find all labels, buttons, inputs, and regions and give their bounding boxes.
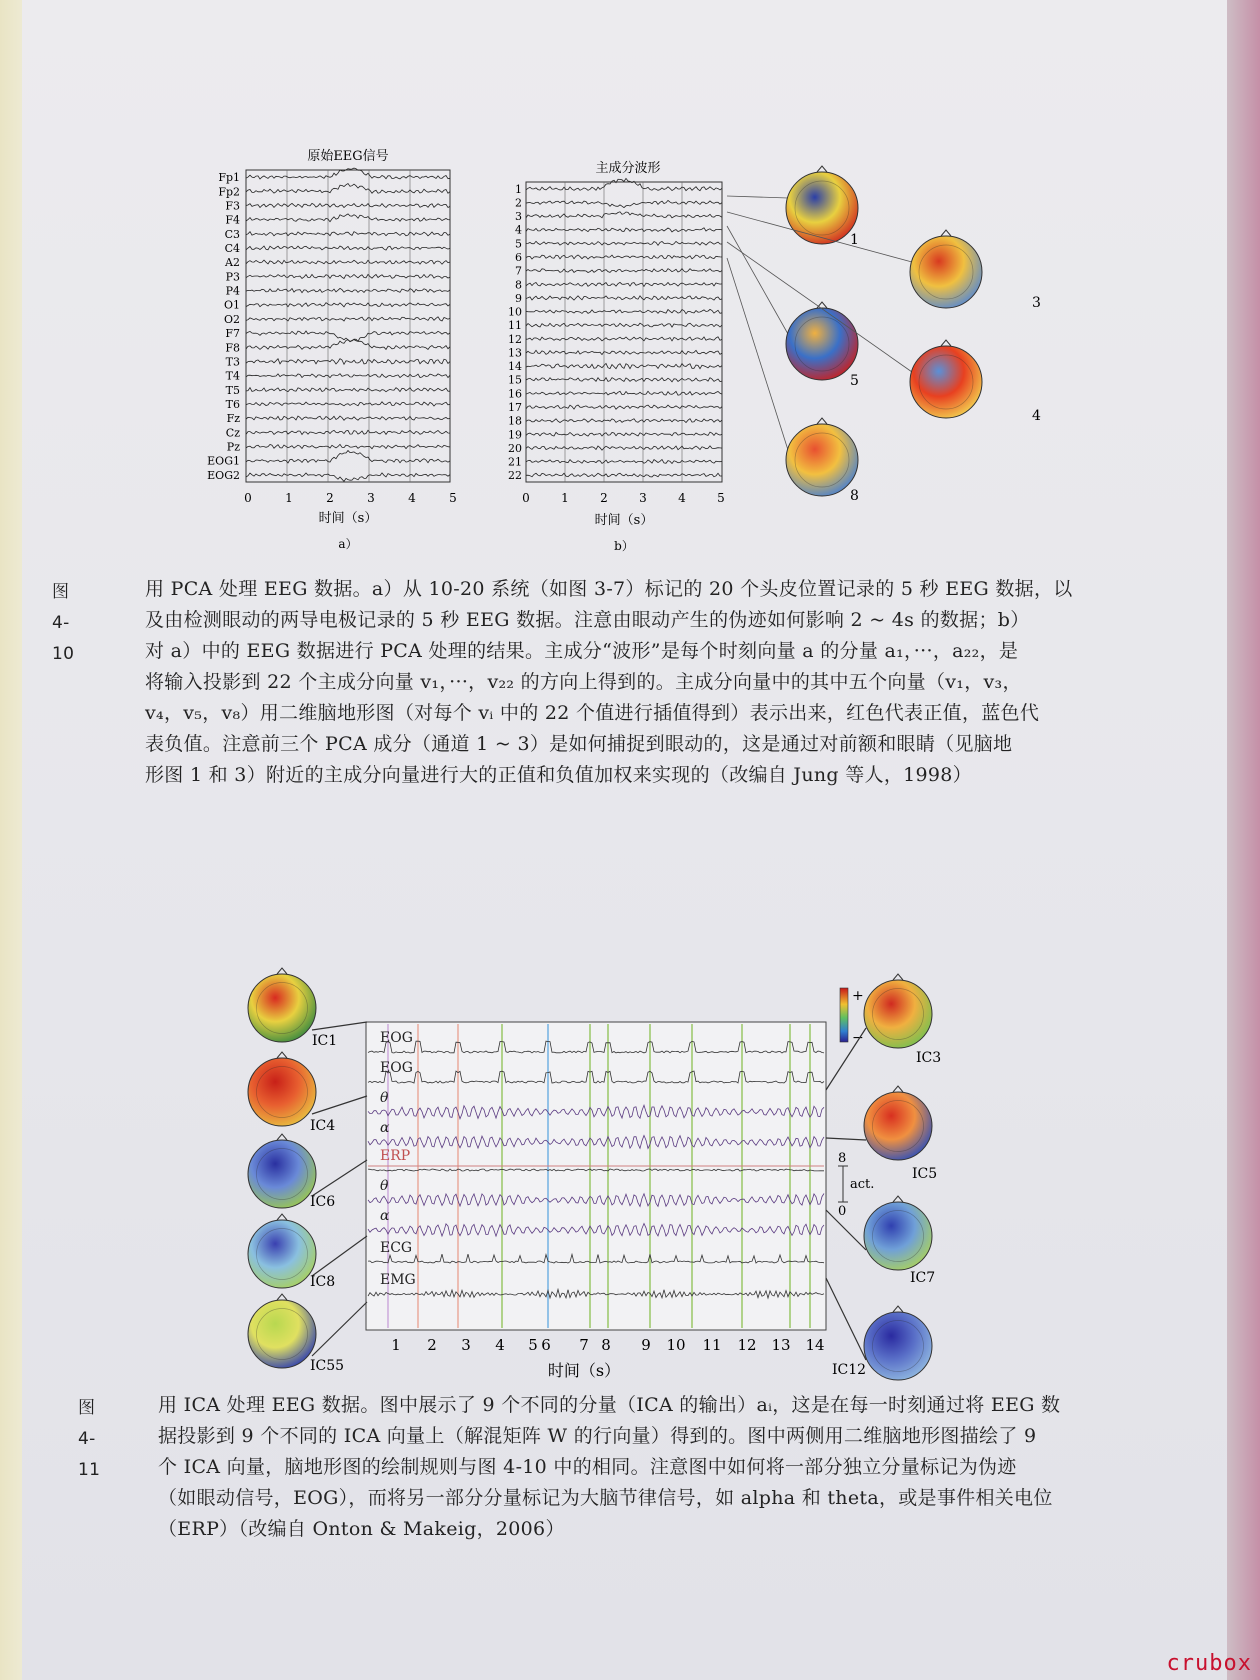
- figure-a-raw-eeg: [207, 148, 457, 551]
- trace-P4: [246, 288, 450, 292]
- channel-label: 22: [508, 469, 522, 483]
- topographic-map: [248, 1134, 335, 1210]
- figure-c-ica: [248, 968, 941, 1380]
- trace-A2: [246, 260, 450, 264]
- trace-T3: [246, 359, 450, 365]
- map-label: 8: [850, 488, 859, 504]
- channel-label: T5: [225, 383, 240, 397]
- caption-line: 形图 1 和 3）附近的主成分向量进行大的正值和负值加权来实现的（改编自 Jung 等人，1998）: [145, 764, 972, 786]
- x-tick-label: 4: [408, 491, 416, 505]
- trace-19: [526, 432, 722, 436]
- figure-a-panel-label: a）: [338, 537, 358, 551]
- x-tick-label: 8: [601, 1336, 611, 1354]
- trace-label: α: [380, 1120, 390, 1136]
- map-label: IC1: [312, 1033, 338, 1049]
- channel-label: T3: [225, 355, 240, 369]
- caption-line: v₄，v₅，v₈）用二维脑地形图（对每个 vᵢ 中的 22 个值进行插值得到）表示出来，红色代表正值，蓝色代: [145, 702, 1040, 724]
- channel-label: 6: [515, 251, 522, 264]
- figure-b-principal-components: [508, 160, 1041, 553]
- trace-F8: [246, 340, 450, 350]
- caption-text: [158, 1390, 1148, 1545]
- trace-EOG1: [246, 451, 450, 463]
- channel-label: P3: [225, 270, 240, 284]
- trace-22: [526, 473, 722, 477]
- trace-17: [526, 405, 722, 409]
- trace-15: [526, 378, 722, 382]
- trace-13: [526, 350, 722, 354]
- channel-label: 1: [515, 182, 522, 196]
- trace-label: ECG: [380, 1240, 413, 1256]
- trace-O1: [246, 303, 450, 307]
- topographic-map: [248, 1214, 335, 1290]
- x-tick-label: 11: [702, 1336, 722, 1354]
- x-tick-label: 3: [639, 491, 647, 505]
- topographic-map: [864, 974, 941, 1066]
- map-label: 5: [850, 373, 859, 389]
- x-tick-label: 10: [666, 1336, 686, 1354]
- map-label: IC12: [832, 1362, 867, 1378]
- x-tick-label: 1: [561, 491, 569, 505]
- channel-label: F3: [225, 199, 240, 213]
- map-label: IC7: [910, 1270, 936, 1286]
- trace-label: θ: [380, 1090, 389, 1106]
- map-label: 1: [850, 232, 859, 248]
- x-tick-label: 12: [737, 1336, 757, 1354]
- trace-21: [526, 460, 722, 464]
- trace-label: ERP: [380, 1148, 411, 1164]
- caption-line: 据投影到 9 个不同的 ICA 向量上（解混矩阵 W 的行向量）得到的。图中两侧用二维脑地形图描绘了 9: [158, 1425, 1037, 1447]
- x-tick-label: 14: [805, 1336, 825, 1354]
- channel-label: P4: [225, 284, 240, 298]
- map-label: IC5: [912, 1166, 938, 1182]
- figure-b-title: 主成分波形: [595, 161, 661, 176]
- trace-7: [526, 269, 722, 273]
- x-tick-label: 13: [771, 1336, 791, 1354]
- figure-c-plot-frame: [366, 1022, 826, 1330]
- caption-line: （ERP）（改编自 Onton & Makeig，2006）: [158, 1518, 565, 1540]
- trace-Cz: [246, 430, 450, 434]
- x-tick-label: 5: [717, 491, 725, 505]
- colorbar-minus: −: [852, 1030, 864, 1046]
- channel-label: 15: [508, 373, 522, 387]
- channel-label: 19: [508, 428, 522, 442]
- trace-label: EMG: [380, 1272, 416, 1288]
- caption-line: 用 PCA 处理 EEG 数据。a）从 10-20 系统（如图 3-7）标记的 20 个头皮位置记录的 5 秒 EEG 数据，以: [145, 578, 1073, 600]
- channel-label: 4: [515, 223, 522, 237]
- channel-label: 16: [508, 387, 522, 401]
- topographic-map: [248, 968, 337, 1049]
- map-label: IC8: [310, 1274, 336, 1290]
- trace-label: EOG: [380, 1060, 413, 1076]
- x-tick-label: 7: [579, 1336, 589, 1354]
- trace-F4: [246, 214, 450, 222]
- x-tick-label: 1: [391, 1336, 401, 1354]
- x-tick-label: 5: [449, 491, 457, 505]
- channel-label: 9: [515, 291, 522, 305]
- trace-10: [526, 309, 722, 313]
- trace-Fz: [246, 416, 450, 420]
- trace-EOG2: [246, 473, 450, 482]
- trace-T5: [246, 388, 450, 392]
- caption-line: （如眼动信号，EOG），而将另一部分分量标记为大脑节律信号，如 alpha 和 theta，或是事件相关电位: [158, 1487, 1053, 1509]
- map-link: [826, 1138, 866, 1140]
- map-label: 3: [1032, 295, 1041, 311]
- channel-label: 18: [508, 414, 522, 428]
- figure-a-title: 原始EEG信号: [307, 149, 389, 164]
- figure-a-xlabel: 时间（s）: [318, 511, 378, 526]
- trace-8: [526, 282, 722, 286]
- activation-scale-bar: [838, 1151, 874, 1219]
- pointer-arrow: [727, 196, 788, 198]
- map-link: [312, 1160, 367, 1196]
- channel-label: Pz: [226, 440, 240, 454]
- map-link: [312, 1302, 367, 1356]
- topographic-map: [910, 340, 1041, 424]
- channel-label: F7: [225, 327, 240, 341]
- channel-label: T6: [225, 398, 240, 411]
- map-label: IC3: [916, 1050, 942, 1066]
- x-tick-label: 2: [427, 1336, 437, 1354]
- caption-text: [145, 574, 1150, 791]
- channel-label: T4: [225, 369, 240, 383]
- pointer-arrow: [727, 226, 788, 334]
- channel-label: 11: [508, 319, 522, 333]
- trace-20: [526, 446, 722, 450]
- trace-T6: [246, 402, 450, 406]
- map-label: IC4: [310, 1118, 336, 1134]
- channel-label: 21: [508, 455, 522, 469]
- x-tick-label: 0: [244, 491, 252, 505]
- channel-label: A2: [225, 256, 240, 270]
- trace-O2: [246, 317, 450, 321]
- caption-line: 将输入投影到 22 个主成分向量 v₁，···，v₂₂ 的方向上得到的。主成分向量中的其中五个向量（v₁，v₃，: [145, 671, 1022, 693]
- topographic-map: [248, 1052, 335, 1134]
- trace-1: [526, 178, 722, 190]
- x-tick-label: 2: [600, 491, 608, 505]
- scale-label: act.: [850, 1177, 875, 1192]
- trace-3: [526, 212, 722, 218]
- trace-9: [526, 296, 722, 300]
- x-tick-label: 6: [541, 1336, 551, 1354]
- topographic-map: [786, 166, 859, 248]
- figure-b-panel-label: b）: [614, 539, 634, 553]
- map-label: 4: [1032, 408, 1041, 424]
- trace-label: θ: [380, 1178, 389, 1194]
- map-label: IC55: [310, 1358, 345, 1374]
- trace-C4: [246, 246, 450, 250]
- trace-C3: [246, 232, 450, 236]
- map-label: IC6: [310, 1194, 336, 1210]
- channel-label: O1: [223, 298, 240, 312]
- trace-4: [526, 228, 722, 232]
- channel-label: 7: [515, 264, 522, 278]
- x-tick-label: 5: [528, 1336, 538, 1354]
- channel-label: C3: [224, 227, 240, 241]
- trace-18: [526, 419, 722, 423]
- channel-label: 3: [515, 210, 522, 224]
- topographic-map: [248, 1294, 344, 1374]
- trace-Fp2: [246, 184, 450, 194]
- channel-label: 2: [515, 196, 522, 210]
- colorbar-plus: +: [852, 988, 864, 1004]
- trace-14: [526, 363, 722, 368]
- x-tick-label: 3: [367, 491, 375, 505]
- channel-label: F8: [225, 341, 240, 355]
- trace-T4: [246, 374, 450, 378]
- trace-label: α: [380, 1208, 390, 1224]
- topographic-map: [786, 302, 859, 389]
- figure-b-xlabel: 时间（s）: [594, 513, 654, 528]
- scale-top-value: 8: [838, 1151, 847, 1166]
- channel-label: 12: [508, 332, 522, 346]
- channel-label: Fz: [226, 412, 240, 426]
- x-tick-label: 4: [495, 1336, 505, 1354]
- scale-bottom-value: 0: [838, 1204, 847, 1219]
- caption-line: 用 ICA 处理 EEG 数据。图中展示了 9 个不同的分量（ICA 的输出）aᵢ，这是在每一时刻通过将 EEG 数: [158, 1394, 1061, 1416]
- channel-label: 14: [508, 360, 522, 374]
- channel-label: 5: [515, 237, 522, 251]
- trace-P3: [246, 274, 450, 278]
- channel-label: EOG2: [207, 468, 240, 482]
- map-link: [826, 1278, 866, 1360]
- trace-16: [526, 391, 722, 395]
- topographic-map: [786, 418, 859, 504]
- channel-label: Cz: [225, 426, 240, 440]
- map-link: [312, 1236, 367, 1276]
- trace-Pz: [246, 444, 450, 448]
- pointer-arrow: [727, 258, 788, 450]
- topographic-map: [864, 1196, 935, 1286]
- channel-label: Fp1: [218, 171, 240, 185]
- trace-2: [526, 200, 722, 207]
- channel-label: EOG1: [207, 454, 240, 468]
- map-link: [312, 1096, 367, 1114]
- figure-a-plot-frame: [246, 170, 450, 482]
- topographic-map: [832, 1306, 932, 1380]
- map-link: [312, 1022, 367, 1030]
- channel-label: O2: [223, 312, 240, 326]
- trace-label: EOG: [380, 1030, 413, 1046]
- trace-11: [526, 323, 722, 327]
- trace-F3: [246, 203, 450, 207]
- topographic-map: [910, 230, 1041, 311]
- caption-line: 表负值。注意前三个 PCA 成分（通道 1 ~ 3）是如何捕捉到眼动的，这是通过对前额和眼睛（见脑地: [145, 733, 1013, 755]
- figure-b-plot-frame: [526, 182, 722, 482]
- topographic-map: [864, 1086, 937, 1182]
- channel-label: 13: [508, 346, 522, 360]
- trace-6: [526, 255, 722, 259]
- trace-12: [526, 337, 722, 341]
- x-tick-label: 2: [326, 491, 334, 505]
- caption-line: 对 a）中的 EEG 数据进行 PCA 处理的结果。主成分“波形”是每个时刻向量 a 的分量 a₁，···，a₂₂，是: [145, 640, 1019, 662]
- channel-label: 17: [508, 401, 522, 414]
- trace-5: [526, 241, 722, 245]
- channel-label: 10: [508, 305, 522, 319]
- channel-label: F4: [225, 213, 240, 227]
- x-tick-label: 9: [641, 1336, 651, 1354]
- figure-c-xlabel: 时间（s）: [547, 1361, 621, 1380]
- x-tick-label: 0: [522, 491, 530, 505]
- caption-number: 图 4-11: [78, 1398, 101, 1480]
- x-tick-label: 1: [285, 491, 293, 505]
- caption-number: 图 4-10: [52, 582, 75, 664]
- caption-line: 个 ICA 向量，脑地形图的绘制规则与图 4-10 中的相同。注意图中如何将一部分独立分量标记为伪迹: [158, 1456, 1017, 1478]
- x-tick-label: 4: [678, 491, 686, 505]
- x-tick-label: 3: [461, 1336, 471, 1354]
- channel-label: C4: [224, 242, 240, 255]
- channel-label: Fp2: [218, 185, 240, 199]
- channel-label: 20: [508, 441, 522, 455]
- watermark: crubox: [1166, 1651, 1252, 1676]
- channel-label: 8: [515, 278, 522, 292]
- caption-line: 及由检测眼动的两导电极记录的 5 秒 EEG 数据。注意由眼动产生的伪迹如何影响 2 ~ 4s 的数据；b）: [145, 609, 1030, 631]
